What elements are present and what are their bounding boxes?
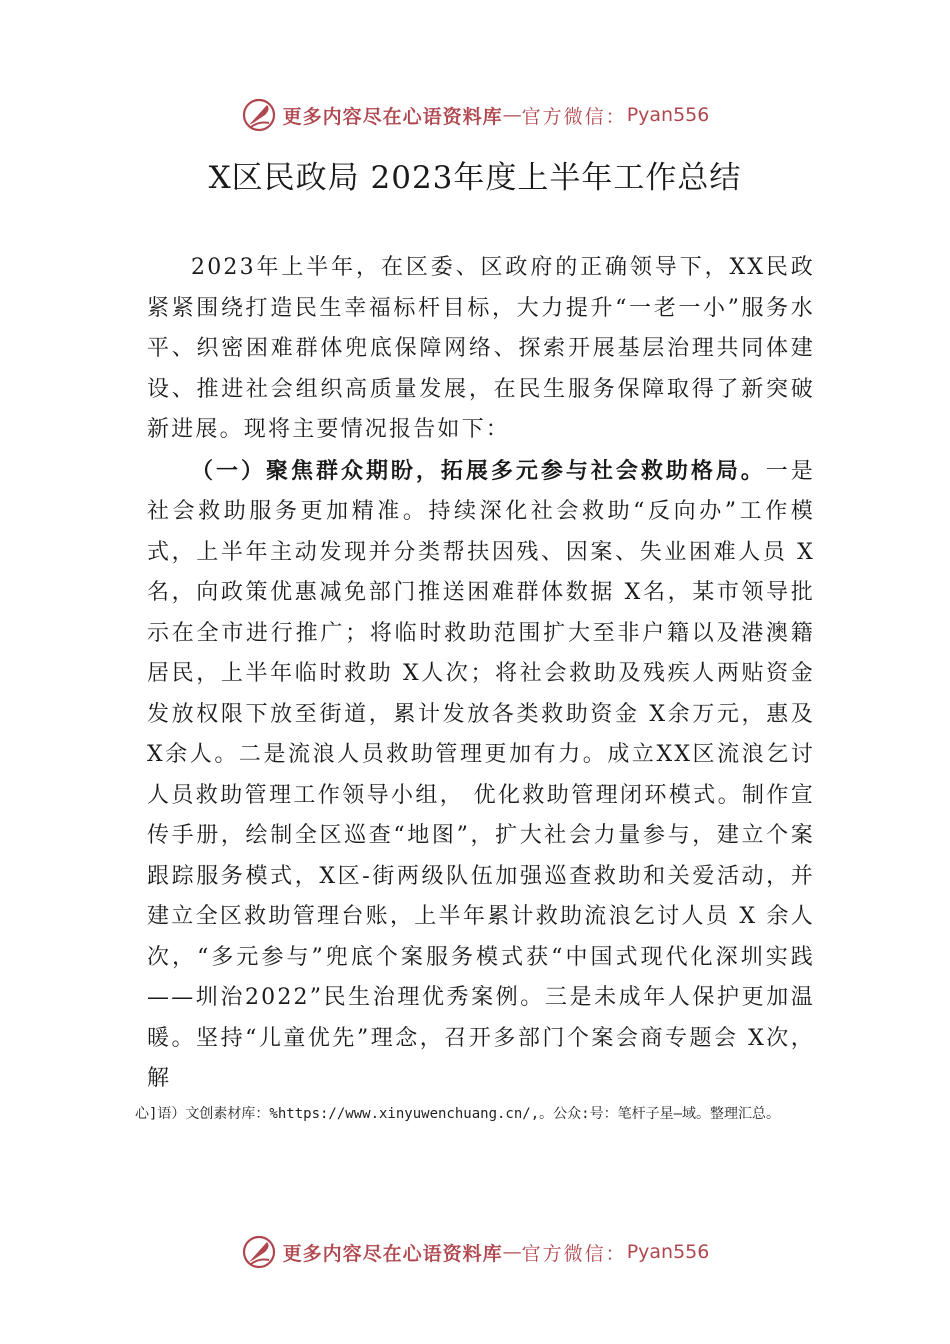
footer-watermark-banner bbox=[0, 1232, 950, 1272]
banner-wechat-label: 官方微信： bbox=[521, 1242, 627, 1265]
header-watermark-banner bbox=[0, 95, 950, 135]
quill-logo-icon bbox=[241, 1234, 277, 1270]
document-body bbox=[147, 248, 815, 1100]
section-1-heading: （一）聚焦群众期盼，拓展多元参与社会救助格局。 bbox=[191, 457, 766, 484]
intro-paragraph: 2023年上半年，在区委、区政府的正确领导下，XX民政紧紧围绕打造民生幸福标杆目标，大力提升“一老一小”服务水平、织密困难群体兜底保障网络、探索开展基层治理共同体建设、推进社会组织高质量发展，在民生服务保障取得了新突破新进展。现将主要情况报告如下： bbox=[147, 255, 815, 442]
banner-wechat-id: Pyan556 bbox=[626, 1241, 710, 1263]
banner-slogan: 更多内容尽在心语资料库 bbox=[282, 105, 503, 128]
banner-wechat-label: 官方微信： bbox=[521, 105, 627, 128]
banner-wechat-id: Pyan556 bbox=[626, 104, 710, 126]
section-1-paragraph bbox=[147, 451, 815, 1100]
quill-logo-icon bbox=[241, 97, 277, 133]
banner-slogan: 更多内容尽在心语资料库 bbox=[282, 1242, 503, 1265]
banner-separator: — bbox=[502, 1241, 522, 1263]
source-footnote: 心]语）文创素材库：%https://www.xinyuwenchuang.cn/,。公众:号：笔杆子星—域。整理汇总。 bbox=[135, 1106, 781, 1122]
banner-separator: — bbox=[502, 104, 522, 126]
section-1-body: 一是社会救助服务更加精准。持续深化社会救助“反向办”工作模式，上半年主动发现并分类帮扶因残、因案、失业困难人员 X名，向政策优惠减免部门推送困难群体数据 X名，某市领导批示在全市进行推广；将临时救助范围扩大至非户籍以及港澳籍居民，上半年临时救助 X人次；将社会救助及残疾人两贴资金发放权限下放至街道，累计发放各类救助资金 X余万元，惠及 X余人。二是流浪人员救助管理更加有力。成立XX区流浪乞讨人员救助管理工作领导小组， 优化救助管理闭环模式。制作宣传手册，绘制全区巡查“地图”，扩大社会力量参与，建立个案跟踪服务模式，X区-街两级队伍加强巡查救助和关爱活动，并建立全区救助管理台账，上半年累计救助流浪乞讨人员 X 余人次，“多元参与”兜底个案服务模式获“中国式现代化深圳实践——圳治2022”民生治理优秀案例。三是未成年人保护更加温暖。坚持“儿童优先”理念，召开多部门个案会商专题会 X次，解 bbox=[147, 458, 815, 1091]
document-title: X区民政局 2023年度上半年工作总结 bbox=[208, 160, 742, 196]
